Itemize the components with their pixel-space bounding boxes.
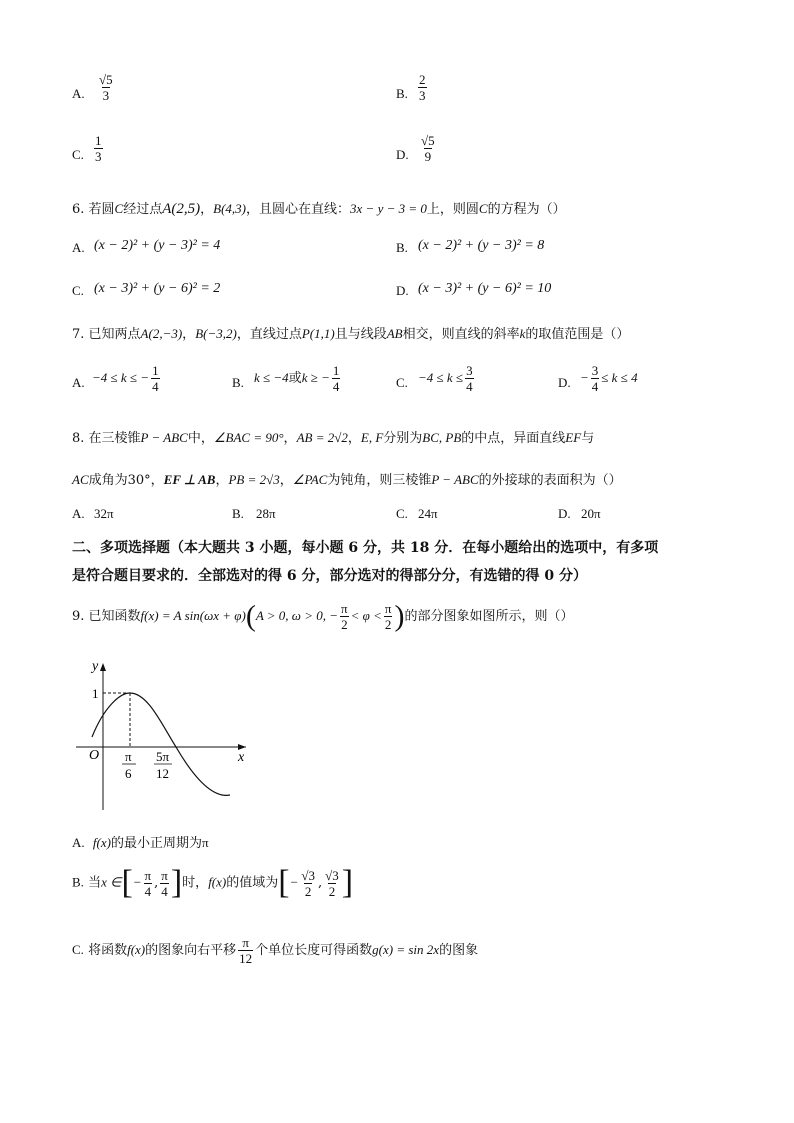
q7-text: 且与线段 — [334, 327, 387, 342]
q5-a-numerator: √5 — [99, 72, 113, 87]
q8-angle-bac: ∠BAC = 90° — [213, 430, 284, 445]
section-2-heading-line1: 二、多项选择题（本大题共 3 小题，每小题 6 分，共 18 分．在每小题给出的选项中，有多项 — [72, 540, 659, 556]
q9-text: 9. 已知函数 — [72, 609, 141, 624]
q8-edges: BC, PB — [422, 430, 462, 445]
q8-ab-length: AB = 2√2 — [296, 430, 348, 445]
q7-d-expr: ≤ k ≤ 4 — [601, 370, 638, 385]
q9-c-func: f(x) — [127, 942, 146, 957]
q6-point-b: B(4,3) — [213, 201, 247, 216]
q5-option-d — [418, 133, 438, 164]
q7-c-den: 4 — [466, 379, 473, 394]
q7-option-c — [418, 363, 476, 394]
q5-c-numerator: 1 — [95, 133, 102, 148]
q8-line-ef: EF — [565, 430, 582, 445]
question-6-stem — [72, 198, 566, 218]
q9-condition: < φ < — [350, 608, 382, 623]
q7-text: 的取值范围是（） — [525, 327, 630, 342]
q7-option-d — [580, 363, 638, 394]
q7-segment-ab: AB — [386, 326, 403, 341]
q9-b-4: 4 — [144, 883, 152, 899]
q9-option-c — [72, 935, 478, 966]
q7-c-expr: −4 ≤ k ≤ — [418, 370, 464, 385]
q8-text: 成角为30°， — [88, 473, 164, 488]
q9-b-minus: − — [289, 874, 299, 890]
q9-b-2: 2 — [304, 883, 312, 899]
q9-b-sqrt3: √3 — [301, 867, 315, 883]
tick1-numerator: π — [125, 749, 132, 764]
tick2-numerator: 5π — [156, 749, 170, 764]
q7-option-b-label: B. — [232, 375, 244, 390]
q8-text: 中， — [187, 431, 214, 446]
q9-text: 的部分图象如图所示，则（） — [404, 609, 574, 624]
q9-b-func: f(x) — [208, 874, 227, 890]
q9-b-minus: − — [132, 874, 142, 890]
q6-text: 的方程为（） — [487, 202, 566, 217]
q8-text: ， — [347, 431, 361, 446]
q5-c-denominator: 3 — [95, 149, 102, 164]
q7-c-num: 3 — [466, 363, 473, 378]
q9-condition: A > 0, ω > 0, − — [255, 608, 339, 623]
q8-option-d-label: D. — [558, 506, 571, 521]
q9-cond-pi: π — [384, 601, 392, 616]
q8-text: ， — [215, 473, 229, 488]
q8-angle-pac: ∠PAC — [292, 472, 328, 487]
q8-text: 8. 在三棱锥 — [72, 431, 141, 446]
q9-option-b: B. 当x ∈[− $\frac{\pi}{4}$ , $\frac{\pi}{4}$ ]时，f(x)的值域为[− $\frac{√3}{2}$ , $\frac{√3}{2}$ ] — [72, 864, 354, 901]
q6-circle-name: C — [478, 201, 488, 216]
q6-text: 经过点 — [123, 202, 163, 217]
q7-slope-k: k — [519, 326, 526, 341]
q6-line-equation: 3x − y − 3 = 0 — [350, 201, 427, 216]
q6-text: 上，则圆 — [426, 202, 479, 217]
q9-b-4: 4 — [161, 883, 168, 899]
q8-text: ， — [279, 473, 293, 488]
q7-option-b — [254, 363, 342, 394]
q9-cond-pi: π — [341, 601, 348, 616]
q8-option-c: 24π — [418, 506, 438, 521]
x-axis-label: x — [238, 750, 245, 765]
q8-option-d: 20π — [581, 506, 601, 521]
q5-d-denominator: 9 — [424, 149, 432, 164]
q6-text: ，且圆心在直线： — [246, 202, 351, 217]
q9-option-a-label: A. — [72, 835, 85, 850]
q7-d-expr: − — [580, 370, 589, 385]
tick2-denominator: 12 — [156, 766, 169, 781]
q6-option-c-label: C. — [72, 283, 84, 298]
q7-option-c-label: C. — [396, 375, 408, 390]
q8-text: ， — [283, 431, 297, 446]
q7-text: ， — [182, 327, 196, 342]
q5-option-c — [92, 133, 105, 164]
q8-tetra: P − ABC — [431, 472, 479, 487]
q9-b-sqrt3: √3 — [325, 867, 339, 883]
q7-a-num: 1 — [152, 363, 159, 378]
tick1-denominator: 6 — [125, 766, 132, 781]
q6-text: 6. 若圆 — [72, 202, 115, 217]
q7-a-den: 4 — [152, 379, 159, 394]
origin-label: O — [89, 748, 100, 763]
y-axis-arrow — [100, 663, 106, 671]
q7-d-num: 3 — [591, 363, 599, 378]
max-value-label: 1 — [92, 686, 99, 701]
y-axis-label: y — [92, 659, 99, 674]
section-2-heading-line2: 是符合题目要求的．全部选对的得 6 分，部分选对的得部分分，有选错的得 0 分） — [72, 568, 587, 584]
q8-option-a-label: A. — [72, 506, 85, 521]
q9-b-text: 当 — [88, 875, 102, 891]
q8-text: 的中点，异面直线 — [461, 431, 566, 446]
q7-a-expr: −4 ≤ k ≤ − — [92, 370, 150, 385]
question-7-stem — [72, 323, 629, 342]
q7-b-expr: k ≥ − — [301, 370, 330, 385]
q8-points-ef: E, F — [360, 430, 384, 445]
q9-c-den: 12 — [239, 951, 253, 966]
q6-point-a: A(2,5) — [162, 201, 201, 217]
q8-tetra: P − ABC — [140, 430, 188, 445]
q9-option-a — [72, 832, 209, 851]
q9-c-num: π — [242, 935, 249, 950]
q5-option-a — [96, 72, 116, 103]
q5-b-numerator: 2 — [419, 72, 426, 87]
q7-text: 7. 已知两点 — [72, 327, 141, 342]
q8-option-a: 32π — [94, 506, 114, 521]
q7-point-b: B(−3,2) — [195, 326, 237, 341]
q9-cond-2: 2 — [384, 617, 392, 632]
q9-function: f(x) = A sin(ωx + φ) — [140, 608, 246, 623]
q7-text: 相交，则直线的斜率 — [402, 327, 520, 342]
q8-text: 与 — [581, 431, 595, 446]
q7-text: ，直线过点 — [236, 327, 302, 342]
q6-option-d: (x − 3)² + (y − 6)² = 10 — [418, 281, 552, 296]
q9-b-text: 的值域为 — [226, 875, 279, 891]
q5-d-numerator: √5 — [421, 133, 435, 148]
q8-option-b-label: B. — [232, 506, 244, 521]
q5-option-d-label: D. — [396, 147, 409, 162]
q7-option-d-label: D. — [558, 375, 571, 390]
q9-b-2: 2 — [328, 883, 336, 899]
q9-cond-2: 2 — [341, 617, 348, 632]
q6-option-b: (x − 2)² + (y − 3)² = 8 — [418, 238, 545, 253]
q7-point-a: A(2,−3) — [140, 326, 183, 341]
q6-option-b-label: B. — [396, 240, 408, 255]
q9-sine-graph — [70, 655, 260, 815]
q9-c-text: 的图象向右平移 — [145, 943, 237, 958]
q6-text: ， — [200, 202, 214, 217]
q5-b-denominator: 3 — [419, 88, 426, 103]
q9-b-text: 时， — [182, 875, 209, 891]
q5-option-b — [416, 72, 429, 103]
q7-option-a — [92, 363, 162, 394]
q7-option-a-label: A. — [72, 375, 85, 390]
q6-option-a-label: A. — [72, 240, 85, 255]
q7-b-or: 或 — [288, 371, 302, 386]
question-8-stem-line1 — [72, 427, 594, 446]
q8-option-c-label: C. — [396, 506, 408, 521]
q9-c-text: 的图象 — [439, 943, 479, 958]
q9-c-text: 将函数 — [88, 943, 128, 958]
q6-option-a: (x − 2)² + (y − 3)² = 4 — [94, 238, 221, 253]
q9-c-text: 个单位长度可得函数 — [255, 943, 373, 958]
q5-option-a-label: A. — [72, 86, 85, 101]
q6-option-d-label: D. — [396, 283, 409, 298]
q9-b-x: x ∈ — [101, 874, 122, 890]
q5-a-denominator: 3 — [102, 88, 110, 103]
q9-a-func: f(x) — [92, 835, 111, 850]
q9-a-text: 的最小正周期为 — [110, 836, 202, 851]
q8-perp: EF ⊥ AB — [163, 472, 216, 487]
q6-option-c: (x − 3)² + (y − 6)² = 2 — [94, 281, 221, 296]
q7-b-den: 4 — [332, 379, 340, 394]
q9-a-pi: π — [201, 835, 209, 850]
q7-b-num: 1 — [332, 363, 340, 378]
q5-option-b-label: B. — [396, 86, 408, 101]
q8-line-ac: AC — [72, 472, 89, 487]
q7-d-den: 4 — [591, 379, 599, 394]
q8-text: 分别为 — [383, 431, 423, 446]
q6-circle-name: C — [114, 201, 124, 216]
q9-c-gfunc: g(x) = sin 2x — [372, 942, 440, 957]
q8-pb-length: PB = 2√3 — [228, 472, 280, 487]
q9-b-pi: π — [161, 867, 168, 883]
q9-option-c-label: C. — [72, 942, 84, 957]
question-8-stem-line2 — [72, 469, 622, 488]
q9-b-pi: π — [144, 867, 152, 883]
question-9-stem: 9. 已知函数f(x) = A sin(ωx + φ)(A > 0, ω > 0, − $\frac{\pi}{2}$ < φ < $\frac{\pi}{2}$ )的部分图象如图所示，则（） — [72, 599, 574, 633]
q7-b-expr: k ≤ −4 — [254, 370, 289, 385]
q5-option-c-label: C. — [72, 147, 84, 162]
q8-text: 为钝角，则三棱锥 — [327, 473, 432, 488]
q8-option-b: 28π — [256, 506, 276, 521]
q8-text: 的外接球的表面积为（） — [478, 473, 622, 488]
q7-point-p: P(1,1) — [301, 326, 335, 341]
q9-option-b-label: B. — [72, 874, 84, 890]
